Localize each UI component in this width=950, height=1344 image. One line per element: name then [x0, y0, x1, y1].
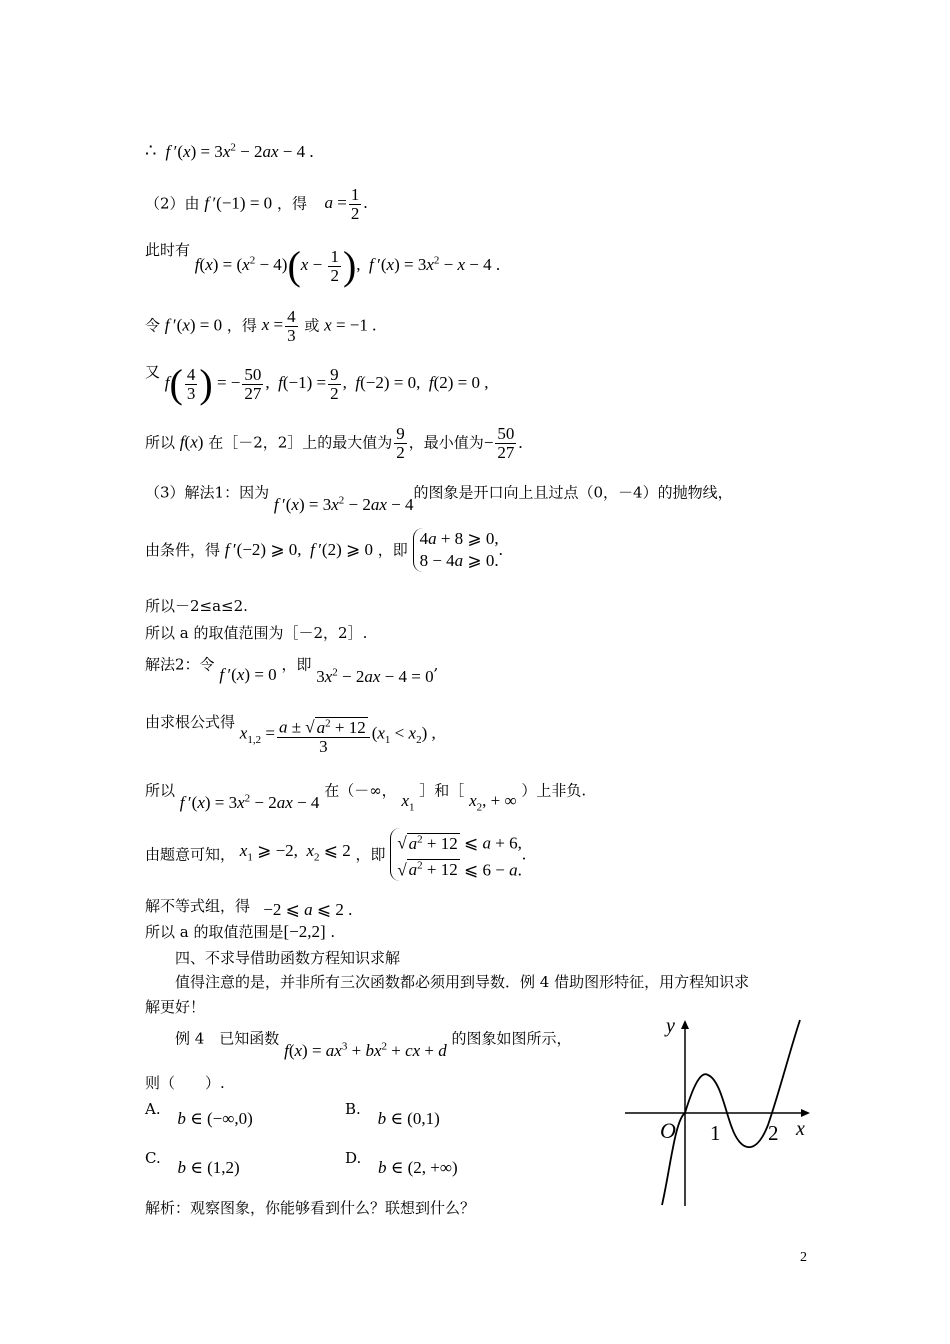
text: 在（－∞， [324, 781, 397, 800]
text: 此时有 [145, 241, 191, 259]
math-expr: $f(x) = ax^3 + bx^2$ + cx + d [284, 1040, 447, 1060]
line-fx [145, 240, 500, 286]
option-label: B. [345, 1100, 361, 1118]
text: 由求根公式得 [145, 713, 236, 731]
text: ，即 [355, 845, 386, 864]
inequality-system: √ $a^2 + 12$ ⩽ a + 6, √ $a^2 + 12$ ⩽ 6 − a. [390, 828, 522, 881]
inequality-system: 4a + 8 ⩾ 0, 8 − 4a ⩾ 0. [413, 528, 499, 572]
text: 所以 a 的取值范围是 [145, 923, 284, 941]
therefore-symbol: ∴ [145, 140, 157, 162]
line-constraints: 由题意可知， $x_1$ ⩾ −2, $x_2$ ⩽ 2 ，即 √ $a^2 + 12$ ⩽ a + 6, √ $a^2 + 12$ ⩽ 6 − a. . [145, 828, 526, 881]
line-range2: 所以 a 的取值范围为［－2，2］. [145, 624, 368, 642]
option-label: C. [145, 1149, 161, 1167]
text: 由条件，得 [145, 541, 221, 559]
math-expr: b ∈ (−∞,0) [177, 1109, 253, 1128]
section-heading: 四、不求导借助函数方程知识求解 [175, 949, 401, 967]
line-answer: 所以 a 的取值范围是[−2,2] . [145, 922, 336, 941]
text: ，最小值为 [408, 433, 484, 452]
text: 解不等式组，得 [145, 897, 251, 915]
paragraph: 值得注意的是，并非所有三次函数都必须用到导数．例 4 借助图形特征，用方程知识求 [175, 973, 750, 991]
option-b [345, 1099, 440, 1129]
page-number: 2 [800, 1250, 807, 1265]
text: 由题意可知， [145, 845, 236, 864]
math-expr: f ′(x) = 0 [164, 315, 223, 335]
tick-label-1: 1 [710, 1121, 721, 1145]
x-axis-arrow [801, 1109, 810, 1117]
line-part2 [145, 186, 368, 223]
text: ）上非负. [521, 781, 587, 800]
line-quadratic-formula [145, 712, 436, 756]
text: 所以 [145, 781, 176, 800]
question: 则（ ）. [145, 1074, 225, 1092]
line-extrema: 所以 f(x) 在［－2，2］上的最大值为 $\frac{9}{2}$ ，最小值为− $\frac{50}{27}$ . [145, 424, 523, 463]
text: 的图象如图所示， [451, 1029, 572, 1048]
math-expr: f ′(−1) = 0 [204, 193, 273, 213]
text: 又 [145, 363, 161, 381]
math-expr: a = $\frac{1}{2}$ . [324, 185, 368, 223]
math-expr: $f(x) = (x^2 - 4)(x$ − $\frac{1}{2}$ ), f $'(x) = 3x^2 - x - 4$ . [194, 243, 501, 288]
line-method2: 解法2：令 f ′(x) = 0 ，即 $3x^2 - 2ax - 4 = 0$, [145, 655, 439, 686]
text: ，得 [276, 194, 307, 213]
math-expr: f $'(x) = 3x^2 - 2ax - 4$ . [165, 141, 314, 161]
x-axis-label: x [796, 1118, 805, 1140]
y-axis-arrow [681, 1020, 689, 1029]
cubic-graph [620, 1010, 820, 1210]
math-expr: f(x) [179, 432, 204, 452]
text: 解法2：令 [145, 655, 215, 674]
text: 例 4 已知函数 [175, 1029, 280, 1048]
math-expr: $3x^2 - 2ax - 4 = 0$ [316, 666, 434, 686]
line-range1: 所以－2≤a≤2. [145, 597, 248, 615]
math-expr: f $'(x) = 3x^2 - 2ax - 4$ [273, 494, 414, 514]
math-expr: $x_1$ ⩾ −2, $x_2$ ⩽ 2 [239, 841, 351, 864]
line-roots [145, 308, 376, 345]
paragraph: 解更好！ [145, 998, 206, 1016]
math-expr: b ∈ (1,2) [177, 1158, 240, 1177]
text: ］和［ [419, 781, 465, 800]
math-expr: x = −1 . [324, 315, 377, 335]
line-values [145, 362, 489, 404]
text: ，即 [281, 655, 312, 674]
math-expr: x = $\frac{4}{3}$ [261, 307, 296, 345]
text: 所以 [145, 433, 176, 452]
line-conditions: 由条件，得 f ′(−2) ⩾ 0, f ′(2) ⩾ 0 ，即 4a + 8 ⩾ 0, 8 − 4a ⩾ 0. . [145, 529, 503, 570]
option-d [345, 1148, 458, 1178]
math-expr: b ∈ (2, +∞) [378, 1158, 458, 1177]
example-4 [175, 1024, 572, 1060]
math-expr: − $\frac{50}{27}$ . [483, 424, 523, 463]
math-expr: b ∈ (0,1) [377, 1109, 440, 1128]
option-label: A. [145, 1100, 161, 1118]
math-expr: f ′(−2) ⩾ 0, f ′(2) ⩾ 0 [224, 540, 373, 559]
text: 或 [304, 316, 320, 335]
line-nonneg [145, 776, 587, 814]
line-fprime-def [145, 137, 314, 162]
math-expr: f( $\frac{4}{3}$ ) = − $\frac{50}{27}$ , f(−1) = $\frac{9}{2}$ , f(−2) = 0, f(2) = 0 , [164, 361, 489, 406]
text: （3）解法1：因为 [145, 483, 270, 502]
line-solve [145, 896, 353, 919]
option-c [145, 1148, 240, 1178]
math-expr: $x_1$ [401, 790, 415, 814]
math-expr: f $'(x) = 3x^2 - 2ax - 4$ [179, 792, 320, 812]
line-part3 [145, 478, 733, 514]
text: 令 [145, 316, 161, 335]
math-expr: [−2,2] [283, 922, 326, 941]
math-expr: −2 ⩽ a ⩽ 2 . [254, 900, 353, 919]
text: ，得 [226, 316, 257, 335]
option-a [145, 1099, 253, 1129]
origin-label: O [660, 1118, 676, 1143]
math-expr: f ′(x) = 0 [219, 664, 277, 684]
analysis: 解析：观察图象，你能够看到什么？联想到什么？ [145, 1199, 476, 1217]
math-expr: $x_2$, + ∞ [469, 790, 517, 814]
text: ，即 [377, 541, 408, 559]
tick-label-2: 2 [768, 1121, 779, 1145]
option-label: D. [345, 1149, 362, 1167]
math-expr: $x_{1,2}$ = $\frac{a \pm √ a^2 + 12}{3}$ $(x_1 < x_2)$ , [240, 714, 436, 756]
text: 在［－2，2］上的最大值为 [208, 433, 393, 452]
y-axis-label: y [666, 1015, 675, 1037]
text: （2）由 [145, 194, 200, 213]
text: 的图象是开口向上且过点（0，－4）的抛物线， [413, 483, 733, 502]
